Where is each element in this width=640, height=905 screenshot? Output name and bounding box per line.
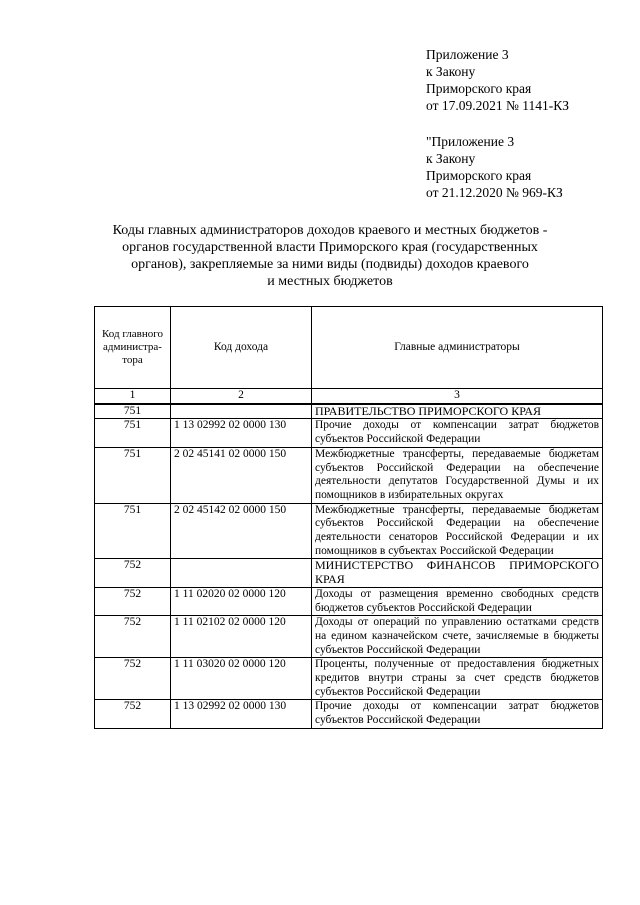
table-row: [95, 700, 603, 728]
appendix-line: Приморского края: [426, 81, 532, 96]
appendix-line: Приложение 3: [426, 47, 509, 62]
admin-code-cell: 751: [95, 503, 171, 559]
appendix-header-original: [426, 133, 563, 201]
table-row: [95, 587, 603, 615]
appendix-line: от 17.09.2021 № 1141-КЗ: [426, 98, 569, 113]
table-row: [95, 616, 603, 658]
admin-name-cell: ПРАВИТЕЛЬСТВО ПРИМОРСКОГО КРАЯ: [312, 404, 603, 419]
title-line: Коды главных администраторов доходов краевого и местных бюджетов -: [112, 223, 548, 238]
admin-name-cell: Проценты, полученные от предоставления бюджетных кредитов внутри страны за счет средств бюджетов субъектов Российской Федерации: [312, 658, 603, 700]
admin-code-cell: 752: [95, 658, 171, 700]
income-code-cell: [171, 404, 312, 419]
admin-name-cell: Доходы от размещения временно свободных средств бюджетов субъектов Российской Федерации: [312, 587, 603, 615]
title-line: органов государственной власти Приморского края (государственных: [122, 240, 538, 255]
column-number: 2: [171, 389, 312, 404]
income-code-cell: 1 13 02992 02 0000 130: [171, 700, 312, 728]
table-row: [95, 404, 603, 419]
table-row: [95, 447, 603, 503]
admin-name-cell: Прочие доходы от компенсации затрат бюджетов субъектов Российской Федерации: [312, 700, 603, 728]
header-admin-code: Код главного администра-тора: [95, 307, 171, 389]
appendix-line: к Закону: [426, 64, 476, 79]
admin-code-cell: 752: [95, 616, 171, 658]
header-income-code: Код дохода: [171, 307, 312, 389]
column-numbers-row: [95, 389, 603, 404]
appendix-line: от 21.12.2020 № 969-КЗ: [426, 185, 563, 200]
header-admins: Главные администраторы: [312, 307, 603, 389]
income-code-cell: 2 02 45142 02 0000 150: [171, 503, 312, 559]
appendix-line: к Закону: [426, 151, 476, 166]
income-code-cell: 1 11 02102 02 0000 120: [171, 616, 312, 658]
column-number: 1: [95, 389, 171, 404]
table-row: [95, 658, 603, 700]
income-code-cell: 1 13 02992 02 0000 130: [171, 419, 312, 447]
appendix-line: "Приложение 3: [426, 134, 515, 149]
admin-name-cell: Межбюджетные трансферты, передаваемые бюджетам субъектов Российской Федерации на обеспечение деятельности сенаторов Российской Федерации и их помощников в субъектах Российской Федерации: [312, 503, 603, 559]
table-header-row: [95, 307, 603, 389]
column-number: 3: [312, 389, 603, 404]
admin-code-cell: 751: [95, 447, 171, 503]
admin-name-cell: МИНИСТЕРСТВО ФИНАНСОВ ПРИМОРСКОГО КРАЯ: [312, 559, 603, 587]
document-title: [80, 222, 580, 290]
title-line: органов), закрепляемые за ними виды (подвиды) доходов краевого: [131, 257, 529, 272]
appendix-line: Приморского края: [426, 168, 532, 183]
admin-code-cell: 752: [95, 700, 171, 728]
income-code-cell: [171, 559, 312, 587]
admin-name-cell: Доходы от операций по управлению остатками средств на едином казначейском счете, зачисляемые в бюджеты субъектов Российской Федерации: [312, 616, 603, 658]
income-codes-table: [94, 306, 603, 729]
income-code-cell: 2 02 45141 02 0000 150: [171, 447, 312, 503]
table-row: [95, 419, 603, 447]
admin-code-cell: 752: [95, 587, 171, 615]
admin-code-cell: 752: [95, 559, 171, 587]
admin-name-cell: Прочие доходы от компенсации затрат бюджетов субъектов Российской Федерации: [312, 419, 603, 447]
table-row: [95, 559, 603, 587]
admin-code-cell: 751: [95, 419, 171, 447]
appendix-header-current: [426, 46, 569, 114]
admin-name-cell: Межбюджетные трансферты, передаваемые бюджетам субъектов Российской Федерации на обеспечение деятельности депутатов Государственной Думы и их помощников в избирательных округах: [312, 447, 603, 503]
table-row: [95, 503, 603, 559]
income-code-cell: 1 11 02020 02 0000 120: [171, 587, 312, 615]
income-code-cell: 1 11 03020 02 0000 120: [171, 658, 312, 700]
admin-code-cell: 751: [95, 404, 171, 419]
title-line: и местных бюджетов: [267, 274, 393, 289]
